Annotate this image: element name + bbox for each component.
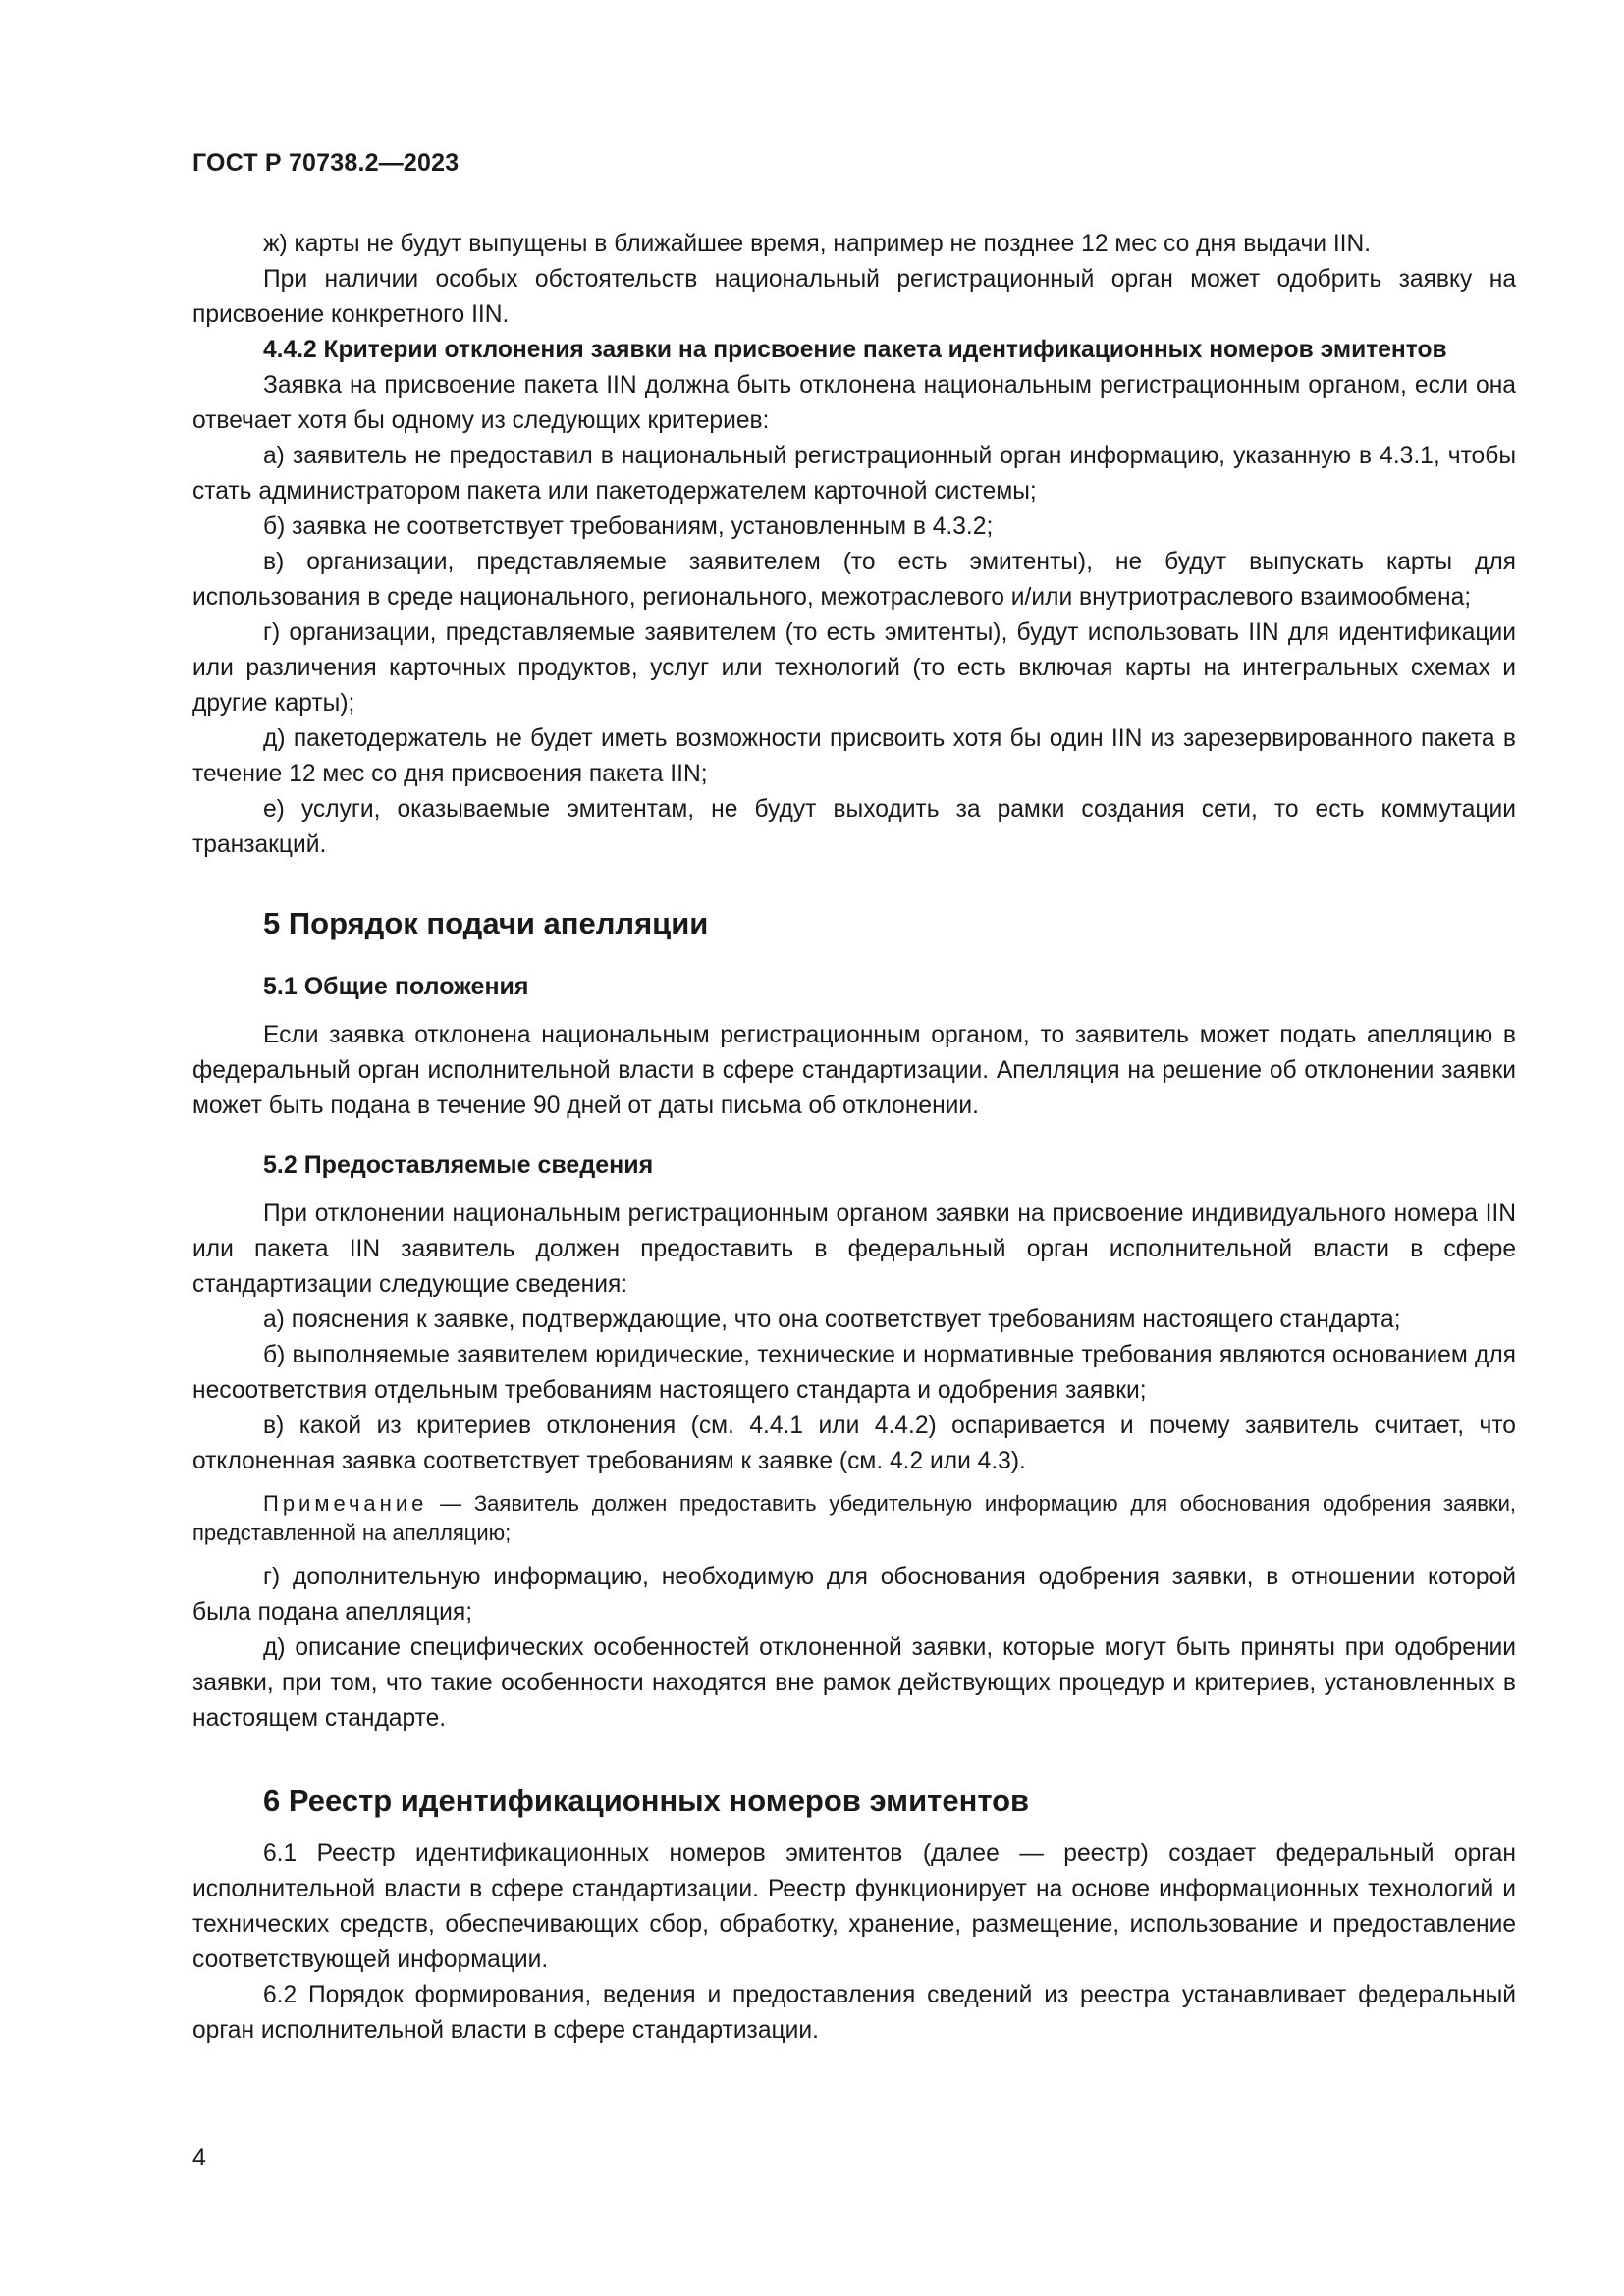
paragraph-special-circumstances: При наличии особых обстоятельств национальный регистрационный орган может одобрить заявку на присвоение конкретного IIN. xyxy=(192,266,1516,328)
item-5-2-v: в) какой из критериев отклонения (см. 4.4.1 или 4.4.2) оспаривается и почему заявитель считает, что отклоненная заявка соответствует требованиям к заявке (см. 4.2 или 4.3). xyxy=(192,1413,1516,1474)
item-5-2-a: а) пояснения к заявке, подтверждающие, что она соответствует требованиям настоящего стандарта; xyxy=(263,1307,1401,1333)
criterion-b: б) заявка не соответствует требованиям, установленным в 4.3.2; xyxy=(263,513,994,540)
section-6-title: 6 Реестр идентификационных номеров эмитентов xyxy=(263,1784,1030,1818)
document-page xyxy=(192,149,1516,2049)
paragraph-6-2: 6.2 Порядок формирования, ведения и предоставления сведений из реестра устанавливает федеральный орган исполнительной власти в сфере стандартизации. xyxy=(192,1982,1516,2044)
paragraph-5-1: Если заявка отклонена национальным регистрационным органом, то заявитель может подать апелляцию в федеральный орган исполнительной власти в сфере стандартизации. Апелляция на решение об отклонении заявки может быть подана в течение 90 дней от даты письма об отклонении. xyxy=(192,1022,1516,1119)
subsection-5-1-title: 5.1 Общие положения xyxy=(263,973,529,1000)
subsection-5-2-title: 5.2 Предоставляемые сведения xyxy=(263,1151,654,1179)
item-5-2-d: д) описание специфических особенностей отклоненной заявки, которые могут быть приняты при одобрении заявки, при том, что такие особенности находятся вне рамок действующих процедур и критериев, установленных в настоящем стандарте. xyxy=(192,1634,1516,1732)
criterion-e: е) услуги, оказываемые эмитентам, не будут выходить за рамки создания сети, то есть коммутации транзакций. xyxy=(192,796,1516,858)
note-label: Примечание xyxy=(263,1491,428,1516)
criterion-v: в) организации, представляемые заявителем (то есть эмитенты), не будут выпускать карты для использования в среде национального, регионального, межотраслевого и/или внутриотраслевого взаимообмена; xyxy=(192,549,1516,611)
note xyxy=(192,1489,1516,1548)
paragraph-6-1: 6.1 Реестр идентификационных номеров эмитентов (далее — реестр) создает федеральный орган исполнительной власти в сфере стандартизации. Реестр функционирует на основе информационных технологий и технических средств, обеспечивающих сбор, обработку, хранение, размещение, использование и предоставление соответствующей информации. xyxy=(192,1841,1516,1973)
note-text: — Заявитель должен предоставить убедительную информацию для обоснования одобрения заявки, представленной на апелляцию; xyxy=(192,1491,1516,1545)
paragraph-rejection-intro: Заявка на присвоение пакета IIN должна быть отклонена национальным регистрационным органом, если она отвечает хотя бы одному из следующих критериев: xyxy=(192,372,1516,434)
paragraph-5-2-intro: При отклонении национальным регистрационным органом заявки на присвоение индивидуального номера IIN или пакета IIN заявитель должен предоставить в федеральный орган исполнительной власти в сфере стандартизации следующие сведения: xyxy=(192,1201,1516,1298)
list-item-zh: ж) карты не будут выпущены в ближайшее время, например не позднее 12 мес со дня выдачи IIN. xyxy=(263,231,1372,257)
item-5-2-b: б) выполняемые заявителем юридические, технические и нормативные требования являются основанием для несоответствия отдельным требованиям настоящего стандарта и одобрения заявки; xyxy=(192,1342,1516,1404)
heading-4-4-2: 4.4.2 Критерии отклонения заявки на присвоение пакета идентификационных номеров эмитентов xyxy=(263,337,1447,363)
criterion-a: а) заявитель не предоставил в национальный регистрационный орган информацию, указанную в 4.3.1, чтобы стать администратором пакета или пакетодержателем карточной системы; xyxy=(192,443,1516,505)
section-5-title: 5 Порядок подачи апелляции xyxy=(263,906,709,940)
page-number: 4 xyxy=(192,2144,206,2171)
criterion-d: д) пакетодержатель не будет иметь возможности присвоить хотя бы один IIN из зарезервированного пакета в течение 12 мес со дня присвоения пакета IIN; xyxy=(192,725,1517,787)
criterion-g: г) организации, представляемые заявителем (то есть эмитенты), будут использовать IIN для идентификации или различения карточных продуктов, услуг или технологий (то есть включая карты на интегральных схемах и другие карты); xyxy=(192,619,1516,717)
document-header: ГОСТ Р 70738.2—2023 xyxy=(192,149,460,177)
item-5-2-g: г) дополнительную информацию, необходимую для обоснования одобрения заявки, в отношении которой была подана апелляция; xyxy=(192,1564,1516,1626)
